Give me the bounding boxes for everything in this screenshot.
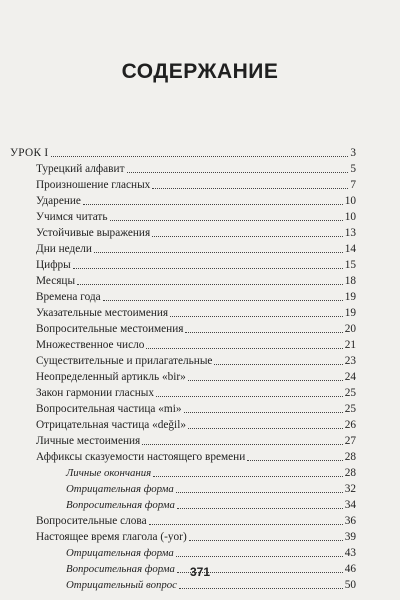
toc-entry-page: 34 bbox=[344, 499, 356, 511]
page-number: 371 bbox=[189, 565, 211, 579]
toc-entry-page: 27 bbox=[344, 435, 356, 447]
toc-entry[interactable] bbox=[36, 210, 356, 224]
leader-dots bbox=[73, 268, 343, 269]
toc-entry-page: 28 bbox=[344, 451, 356, 463]
leader-dots bbox=[94, 252, 343, 253]
toc-entry-page: 50 bbox=[344, 579, 356, 591]
toc-entry-label: Времена года bbox=[36, 291, 101, 303]
toc-entry[interactable] bbox=[66, 578, 356, 592]
leader-dots bbox=[152, 188, 348, 189]
toc-entry-page: 5 bbox=[350, 163, 356, 175]
toc-entry-page: 7 bbox=[350, 179, 356, 191]
toc-entry-label: Закон гармонии гласных bbox=[36, 387, 154, 399]
leader-dots bbox=[156, 396, 343, 397]
toc-entry[interactable] bbox=[36, 306, 356, 320]
toc-entry-label: Устойчивые выражения bbox=[36, 227, 151, 239]
toc-entry-page: 23 bbox=[344, 355, 356, 367]
leader-dots bbox=[185, 332, 342, 333]
toc-entry-label: Месяцы bbox=[36, 275, 76, 287]
toc-entry-label: Вопросительная частица «mi» bbox=[36, 403, 182, 415]
leader-dots bbox=[247, 460, 342, 461]
toc-entry-page: 32 bbox=[344, 483, 356, 495]
toc-entry-label: Личные окончания bbox=[66, 467, 152, 479]
leader-dots bbox=[51, 156, 349, 157]
toc-entry-page: 18 bbox=[344, 275, 356, 287]
toc-entry-page: 14 bbox=[344, 243, 356, 255]
leader-dots bbox=[77, 284, 343, 285]
toc-entry-label: Ударение bbox=[36, 195, 81, 207]
toc-entry-page: 19 bbox=[344, 291, 356, 303]
toc-entry[interactable] bbox=[36, 402, 356, 416]
toc-entry-page: 13 bbox=[344, 227, 356, 239]
toc-entry-page: 10 bbox=[344, 195, 356, 207]
toc-entry[interactable] bbox=[66, 466, 356, 480]
leader-dots bbox=[189, 540, 343, 541]
toc-entry[interactable] bbox=[36, 514, 356, 528]
leader-dots bbox=[149, 524, 343, 525]
page-title: СОДЕРЖАНИЕ bbox=[121, 60, 279, 83]
toc-entry[interactable] bbox=[36, 370, 356, 384]
toc-entry-page: 10 bbox=[344, 211, 356, 223]
toc-entry[interactable] bbox=[36, 434, 356, 448]
leader-dots bbox=[184, 412, 343, 413]
leader-dots bbox=[153, 476, 343, 477]
toc-entry-label: Турецкий алфавит bbox=[36, 163, 125, 175]
leader-dots bbox=[188, 428, 343, 429]
leader-dots bbox=[176, 492, 343, 493]
toc-entry-label: Вопросительная форма bbox=[66, 499, 175, 511]
leader-dots bbox=[176, 556, 343, 557]
toc-entry-label: Отрицательная форма bbox=[66, 547, 174, 559]
toc-entry-page: 25 bbox=[344, 403, 356, 415]
leader-dots bbox=[142, 444, 342, 445]
toc-entry-label: Множественное число bbox=[36, 339, 145, 351]
toc-entry-page: 46 bbox=[344, 563, 356, 575]
toc-entry-label: Неопределенный артикль «bir» bbox=[36, 371, 186, 383]
leader-dots bbox=[214, 364, 342, 365]
toc-entry-label: Отрицательная частица «değil» bbox=[36, 419, 186, 431]
toc-entry-label: Произношение гласных bbox=[36, 179, 151, 191]
toc-entry[interactable] bbox=[36, 162, 356, 176]
leader-dots bbox=[177, 508, 343, 509]
toc-entry-page: 26 bbox=[344, 419, 356, 431]
toc-entry-page: 36 bbox=[344, 515, 356, 527]
toc-entry[interactable] bbox=[36, 450, 356, 464]
toc-entry-label: Аффиксы сказуемости настоящего времени bbox=[36, 451, 246, 463]
toc-entry-page: 20 bbox=[344, 323, 356, 335]
toc-entry[interactable] bbox=[36, 242, 356, 256]
toc-entry-page: 25 bbox=[344, 387, 356, 399]
toc-entry-page: 43 bbox=[344, 547, 356, 559]
toc-entry[interactable] bbox=[10, 146, 356, 160]
toc-entry-page: 24 bbox=[344, 371, 356, 383]
toc-entry[interactable] bbox=[36, 178, 356, 192]
toc-entry[interactable] bbox=[36, 274, 356, 288]
leader-dots bbox=[146, 348, 342, 349]
toc-entry[interactable] bbox=[36, 290, 356, 304]
toc-entry-label: Вопросительная форма bbox=[66, 563, 175, 575]
leader-dots bbox=[188, 380, 343, 381]
toc-entry-label: Дни недели bbox=[36, 243, 92, 255]
toc-entry-label: Учимся читать bbox=[36, 211, 108, 223]
toc-entry[interactable] bbox=[36, 354, 356, 368]
toc-entry-label: Указательные местоимения bbox=[36, 307, 169, 319]
toc-entry-page: 39 bbox=[344, 531, 356, 543]
toc-entry[interactable] bbox=[36, 530, 356, 544]
toc-entry-label: Настоящее время глагола (-yor) bbox=[36, 531, 187, 543]
toc-entry-label: Вопросительные местоимения bbox=[36, 323, 184, 335]
leader-dots bbox=[179, 588, 343, 589]
leader-dots bbox=[170, 316, 343, 317]
leader-dots bbox=[127, 172, 349, 173]
toc-entry-label: Вопросительные слова bbox=[36, 515, 147, 527]
toc-entry[interactable] bbox=[36, 226, 356, 240]
toc-entry[interactable] bbox=[36, 338, 356, 352]
leader-dots bbox=[103, 300, 343, 301]
toc-entry-label: УРОК I bbox=[10, 147, 49, 159]
toc-entry[interactable] bbox=[36, 386, 356, 400]
toc-entry-label: Цифры bbox=[36, 259, 71, 271]
toc-entry[interactable] bbox=[36, 322, 356, 336]
toc-entry[interactable] bbox=[36, 418, 356, 432]
toc-entry[interactable] bbox=[66, 546, 356, 560]
toc-entry-label: Личные местоимения bbox=[36, 435, 141, 447]
toc-entry-page: 3 bbox=[350, 147, 356, 159]
toc-entry[interactable] bbox=[66, 498, 356, 512]
toc-entry-label: Существительные и прилагательные bbox=[36, 355, 213, 367]
toc-entry-page: 15 bbox=[344, 259, 356, 271]
toc-entry-label: Отрицательная форма bbox=[66, 483, 174, 495]
toc-entry[interactable] bbox=[36, 194, 356, 208]
toc-entry[interactable] bbox=[36, 258, 356, 272]
leader-dots bbox=[110, 220, 343, 221]
toc-entry-page: 28 bbox=[344, 467, 356, 479]
toc-entry[interactable] bbox=[66, 482, 356, 496]
leader-dots bbox=[83, 204, 343, 205]
leader-dots bbox=[152, 236, 343, 237]
toc-entry-label: Отрицательный вопрос bbox=[66, 579, 177, 591]
toc-entry-page: 19 bbox=[344, 307, 356, 319]
toc-entry-page: 21 bbox=[344, 339, 356, 351]
